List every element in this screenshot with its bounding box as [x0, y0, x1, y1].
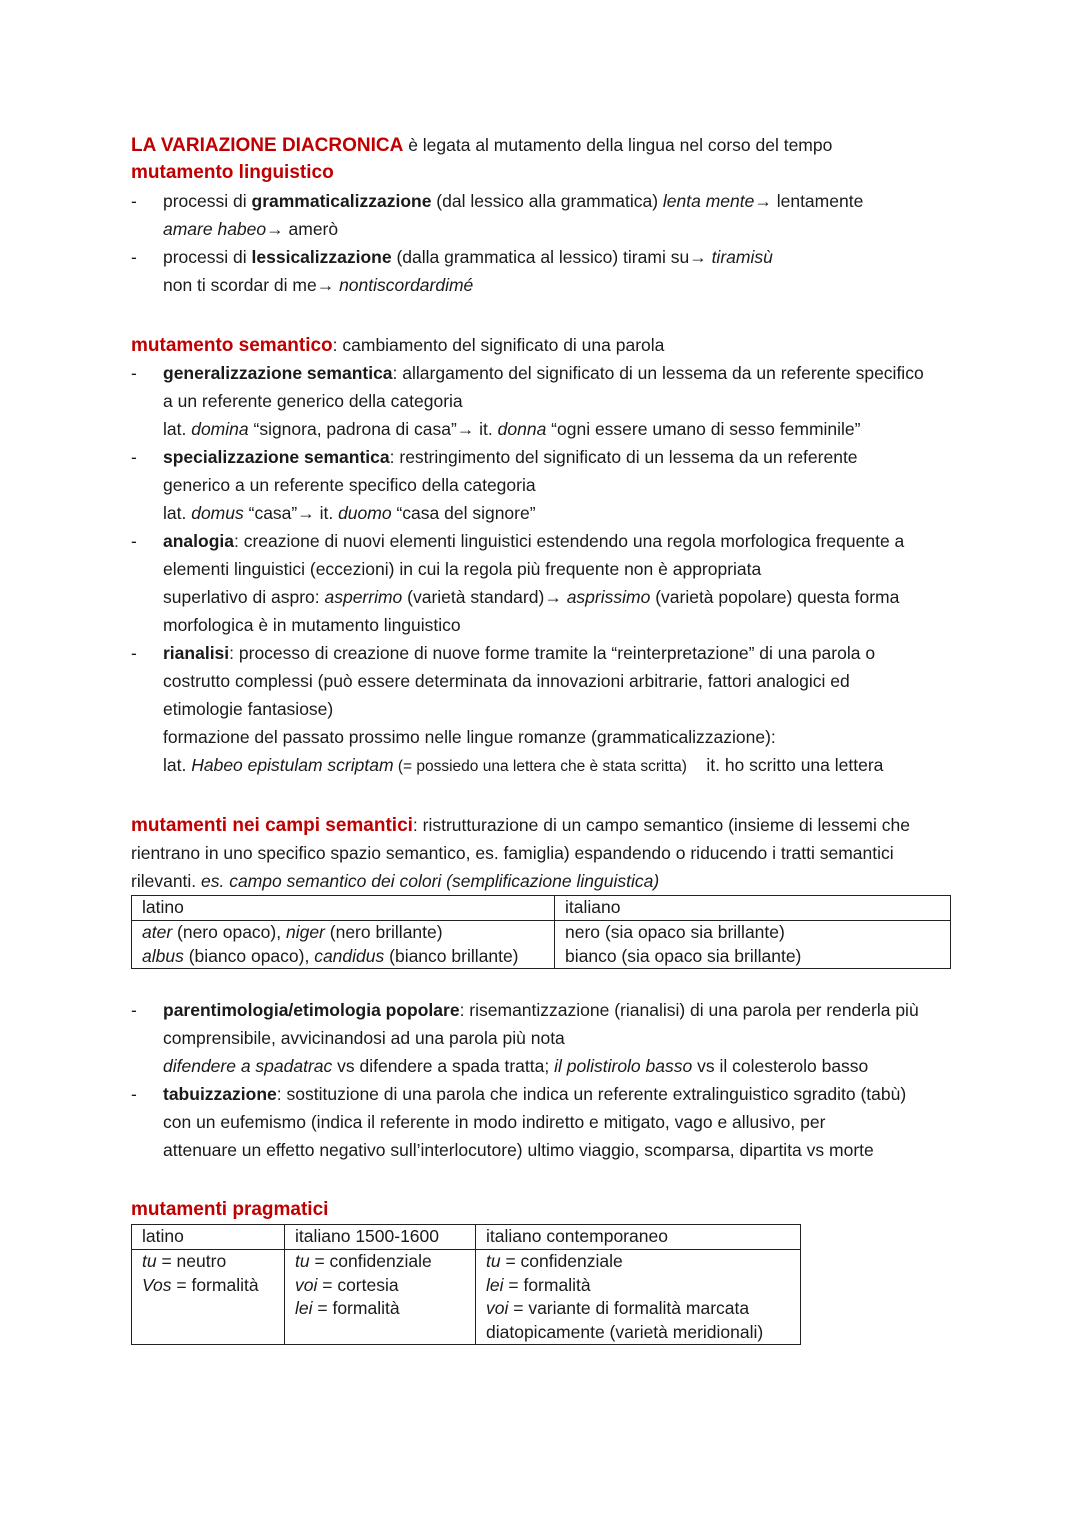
table-cell: tu = neutro Vos = formalità	[132, 1250, 285, 1345]
example-line: non ti scordar di me→ nontiscordardimé	[163, 275, 474, 295]
list-item-generalizzazione: - generalizzazione semantica: allargamento del significato di un lessema da un referente specifico	[131, 359, 961, 387]
table-cell: tu = confidenziale lei = formalità voi = variante di formalità marcata diatopicamente (varietà meridionali)	[476, 1250, 801, 1345]
section-heading-semantico: mutamento semantico	[131, 335, 333, 356]
list-item-specializzazione: - specializzazione semantica: restringimento del significato di un lessema da un referente	[131, 443, 961, 471]
table-header-cell: latino	[132, 1225, 285, 1250]
intro-text: è legata al mutamento della lingua nel corso del tempo	[403, 135, 833, 155]
section-heading-pragmatici: mutamenti pragmatici	[131, 1199, 329, 1220]
section-heading-campi: mutamenti nei campi semantici	[131, 815, 413, 836]
semantico-intro: mutamento semantico: cambiamento del significato di una parola	[131, 335, 665, 356]
table-cell: tu = confidenziale voi = cortesia lei = formalità	[285, 1250, 476, 1345]
list-item-paretimologia: - parentimologia/etimologia popolare: risemantizzazione (rianalisi) di una parola per renderla più	[131, 996, 961, 1024]
table-header-cell: italiano	[555, 896, 951, 921]
example-line: lat. Habeo epistulam scriptam (= possiedo una lettera che è stata scritta) it. ho scritto una lettera	[163, 755, 884, 775]
intro-line	[131, 131, 961, 159]
example-line: lat. domus “casa”→ it. duomo “casa del signore”	[163, 503, 536, 523]
table-cell: ater (nero opaco), niger (nero brillante) albus (bianco opaco), candidus (bianco brillante)	[132, 921, 555, 969]
intro-heading: LA VARIAZIONE DIACRONICA	[131, 135, 404, 156]
term-lessicalizzazione: lessicalizzazione	[251, 247, 392, 267]
document-page: LA VARIAZIONE DIACRONICA è legata al mutamento della lingua nel corso del tempo mutamento linguistico - processi di grammaticalizzazione (dal lessico alla grammatica) lenta mente→ lentamente amare habeo→ amerò - processi di lessicalizzazione (dalla grammatica al lessico) tirami su→ tiramisù non ti scordar di me→ nontiscordardimé mutamento semantico: cambiamento del significato di una parola - generalizzazione semantica: allargamento del significato di un lessema da un referente specifico a un referente generico della categoria lat. domina “signora, padrona di casa”→ it. donna “ogni essere umano di sesso femminile” - specializzazione semantica: restringimento del significato di un lessema da un referente generico a un referente specifico della categoria lat. domus “casa”→ it. duomo “casa del signore” - analogia: creazione di nuovi elementi linguistici estendendo una regola morfologica frequente a elementi linguistici (eccezioni) in cui la regola più frequente non è appropriata superlativo di aspro: asperrimo (varietà standard)→ asprissimo (varietà popolare) questa forma morfologica è in mutamento linguistico - rianalisi: processo di creazione di nuove forme tramite la “reinterpretazione” di una parola o costrutto complessi (può essere determinata da innovazioni arbitrarie, fattori analogici ed etimologie fantasiose) formazione del passato prossimo nelle lingue romanze (grammaticalizzazione): lat. Habeo epistulam scriptam (= possiedo una lettera che è stata scritta) it. ho scritto una lettera mutamenti nei campi semantici: ristrutturazione di un campo semantico (insieme di lessemi che rientrano in uno specifico spazio semantico, es. famiglia) espandendo o riducendo i tratti semantici rilevanti. es. campo semantico dei colori (semplificazione linguistica) latino italiano ater (nero opaco), niger (nero brillante) albus (bianco opaco), candidus (bianco brillante) nero (sia opaco sia brillante) bianco (sia opaco sia brillante) - parentimologia/etimologia popolare: risemantizzazione (rianalisi) di una parola per renderla più comprensibile, avvicinandosi ad una parola più nota difendere a spadatrac vs difendere a spada tratta; il polistirolo basso vs il colesterolo basso - tabuizzazione: sostituzione di una parola che indica un referente extralinguistico sgradito (tabù) con un eufemismo (indica il referente in modo indiretto e mitigato, vago e allusivo, per attenuare un effetto negativo sull’interlocutore) ultimo viaggio, scomparsa, dipartita vs morte mutamenti pragmatici latino italiano 1500-1600 italiano contemporaneo tu = neutro Vos = formalità tu = confidenziale voi = cortesia lei = formalità tu = confidenziale lei = formalità voi = variante di formalità marcata diatopicamente (varietà meridionali)	[131, 131, 961, 1345]
example-line: lat. domina “signora, padrona di casa”→ it. donna “ogni essere umano di sesso femminile”	[163, 419, 861, 439]
colori-table	[131, 895, 951, 969]
table-header-cell: italiano contemporaneo	[476, 1225, 801, 1250]
pragmatici-table	[131, 1224, 801, 1345]
example-line: difendere a spadatrac vs difendere a spada tratta; il polistirolo basso vs il colesterolo basso	[163, 1056, 869, 1076]
table-cell: nero (sia opaco sia brillante) bianco (sia opaco sia brillante)	[555, 921, 951, 969]
section-heading-linguistico: mutamento linguistico	[131, 162, 334, 183]
table-header-cell: italiano 1500-1600	[285, 1225, 476, 1250]
term-grammaticalizzazione: grammaticalizzazione	[251, 191, 432, 211]
example-line: amare habeo→ amerò	[163, 219, 339, 239]
list-item-lessicalizzazione: - processi di lessicalizzazione (dalla grammatica al lessico) tirami su→ tiramisù	[131, 243, 961, 271]
example-line: superlativo di aspro: asperrimo (varietà standard)→ asprissimo (varietà popolare) questa forma	[163, 587, 900, 607]
list-item-tabuizzazione: - tabuizzazione: sostituzione di una parola che indica un referente extralinguistico sgradito (tabù)	[131, 1080, 961, 1108]
list-item-rianalisi: - rianalisi: processo di creazione di nuove forme tramite la “reinterpretazione” di una parola o	[131, 639, 961, 667]
table-header-cell: latino	[132, 896, 555, 921]
list-item-grammaticalizzazione: - processi di grammaticalizzazione (dal lessico alla grammatica) lenta mente→ lentamente	[131, 187, 961, 215]
list-item-analogia: - analogia: creazione di nuovi elementi linguistici estendendo una regola morfologica frequente a	[131, 527, 961, 555]
campi-semantici-intro: mutamenti nei campi semantici: ristrutturazione di un campo semantico (insieme di lessemi che	[131, 815, 910, 836]
